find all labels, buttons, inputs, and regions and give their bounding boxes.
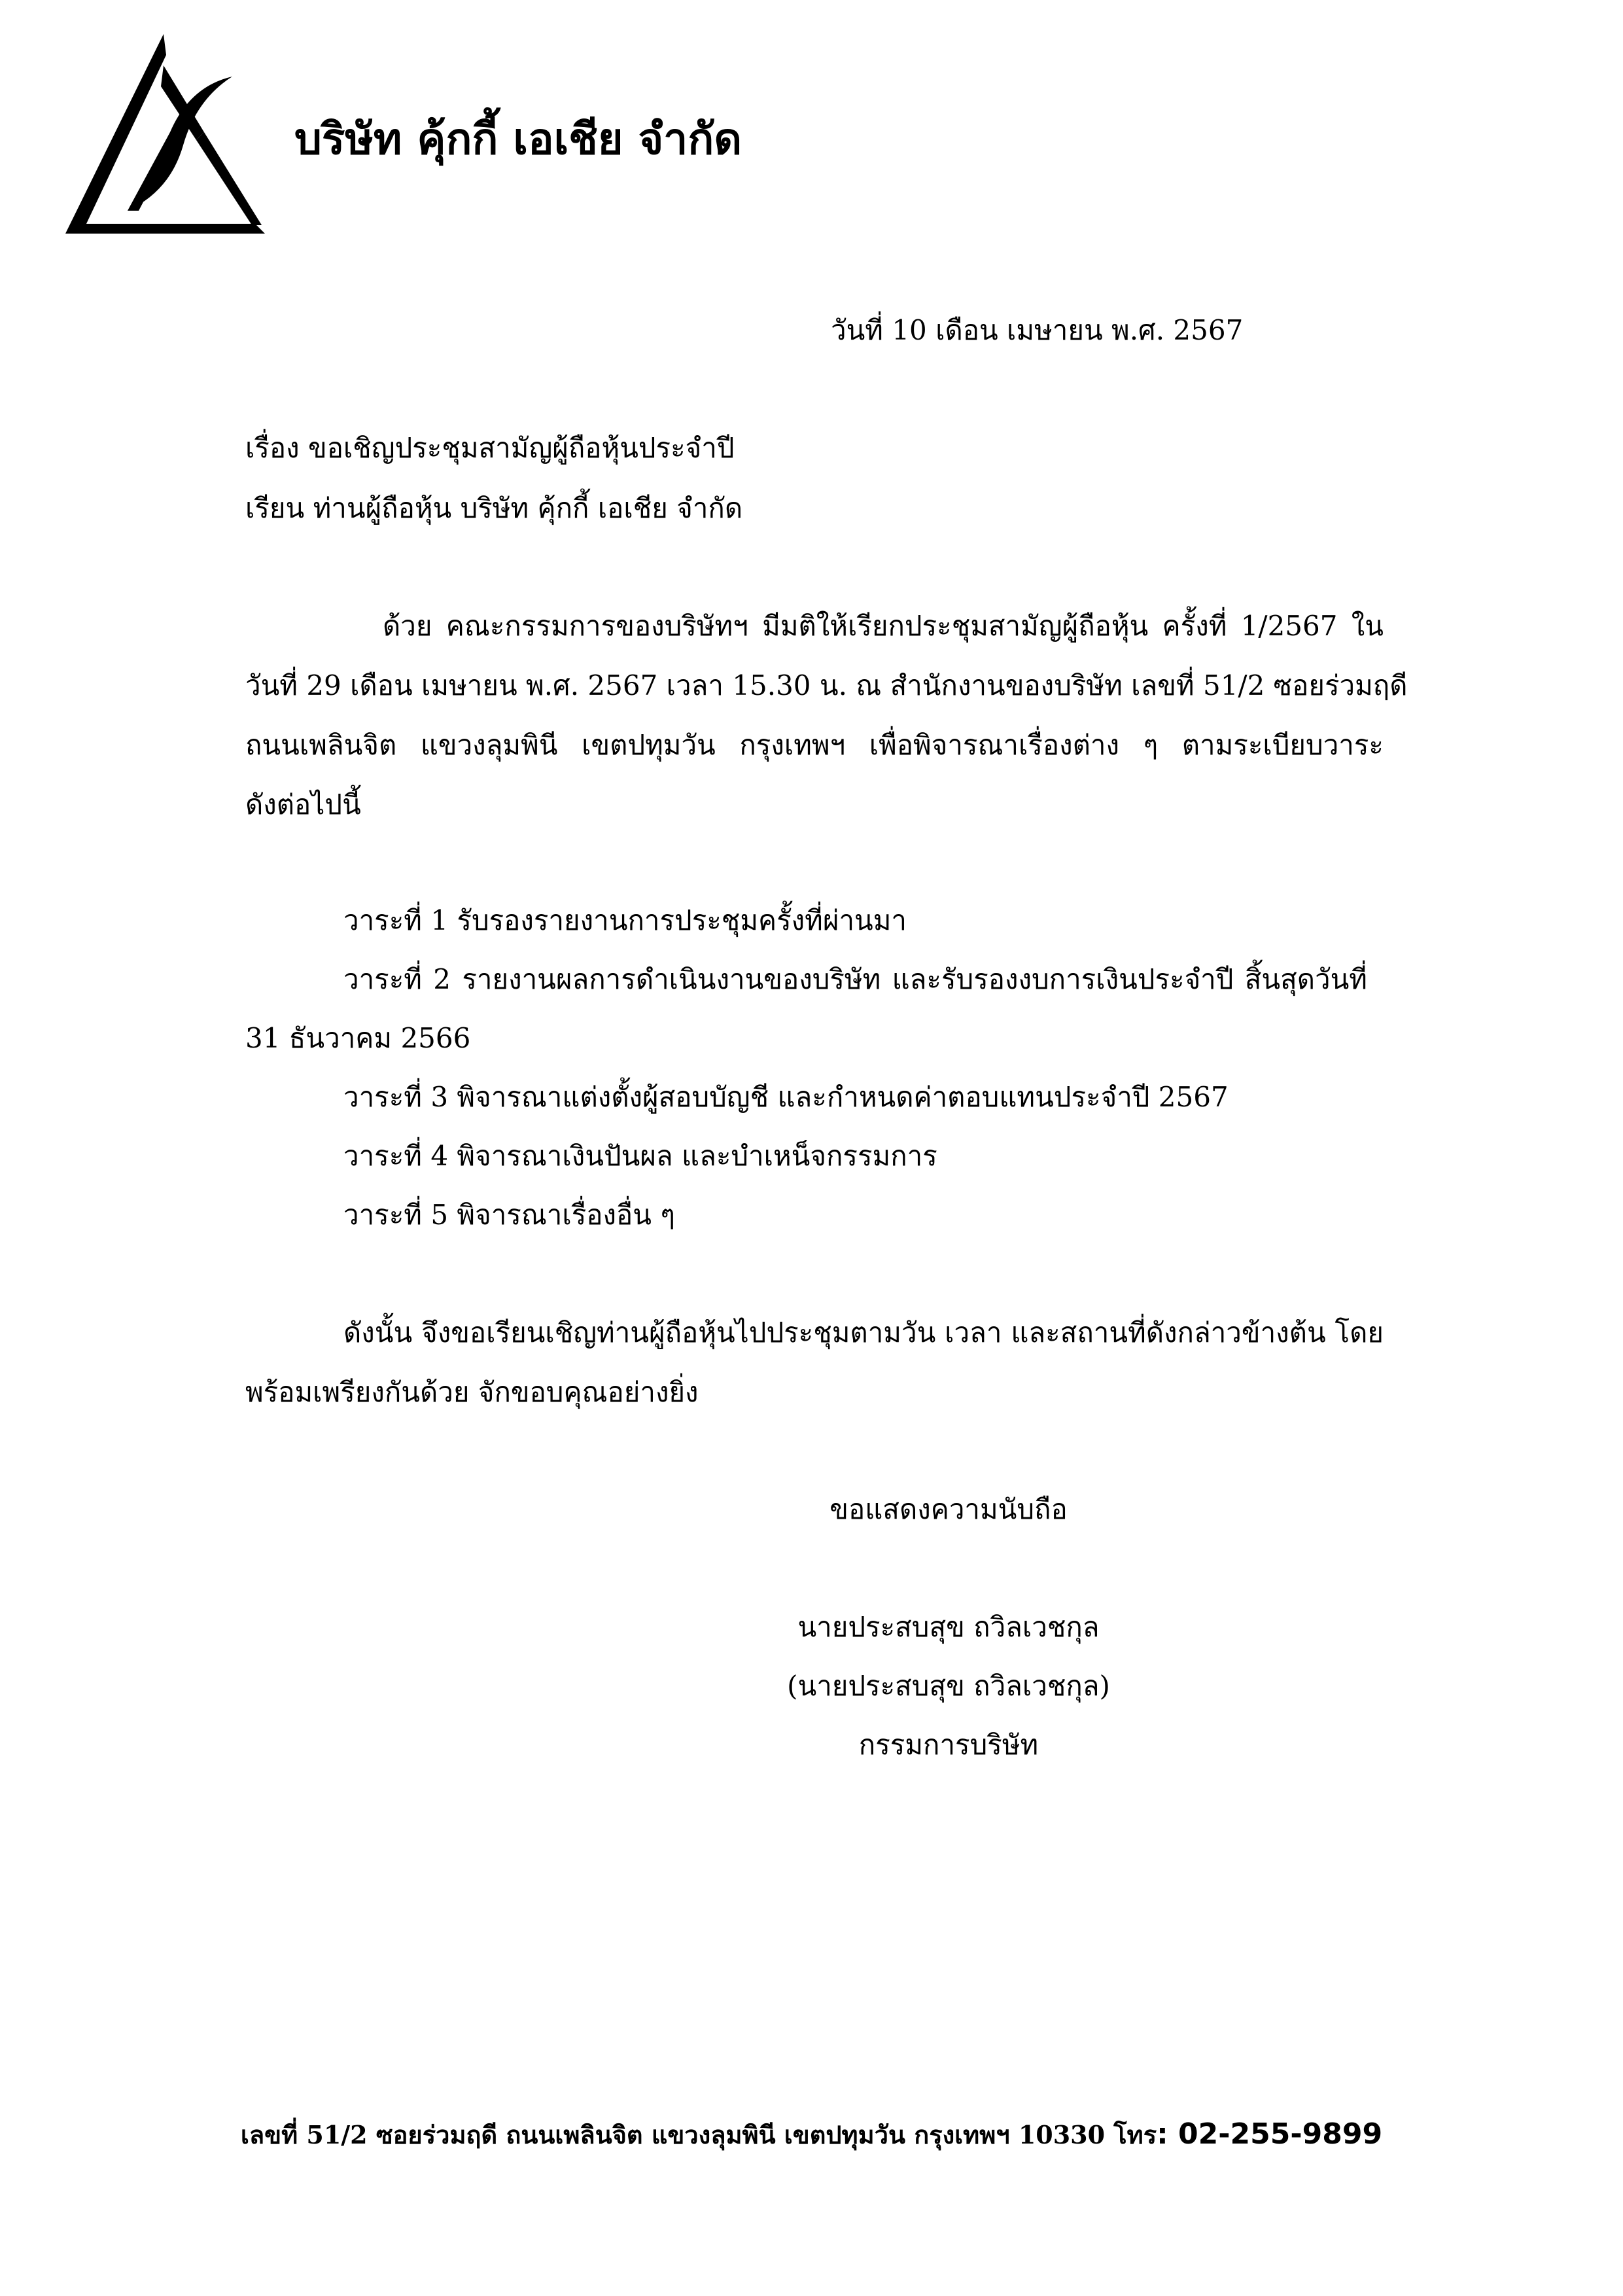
- agenda-item-4: วาระที่ 4 พิจารณาเงินปันผล และบำเหน็จกรรมการ: [343, 1140, 937, 1172]
- intro-line: ดังต่อไปนี้: [245, 788, 361, 821]
- agenda-item-3: วาระที่ 3 พิจารณาแต่งตั้งผู้สอบบัญชี และกำหนดค่าตอบแทนประจำปี 2567: [343, 1081, 1229, 1113]
- closing-line: ดังนั้น จึงขอเรียนเชิญท่านผู้ถือหุ้นไปประชุมตามวัน เวลา และสถานที่ดังกล่าวข้างต้น โดย: [343, 1316, 1384, 1349]
- agenda-item-5: วาระที่ 5 พิจารณาเรื่องอื่น ๆ: [343, 1199, 675, 1231]
- letter-salutation: เรียน ท่านผู้ถือหุ้น บริษัท คุ้กกี้ เอเชีย จำกัด: [245, 492, 743, 524]
- intro-paragraph: [245, 610, 1408, 851]
- signature-name-printed: (นายประสบสุข ถวิลเวชกุล): [787, 1670, 1110, 1702]
- footer-address: [0, 2115, 1623, 2155]
- agenda-item-2-continued: 31 ธันวาคม 2566: [245, 1022, 471, 1054]
- agenda-item-1: วาระที่ 1 รับรองรายงานการประชุมครั้งที่ผ่านมา: [343, 904, 907, 936]
- footer-address-text: เลขที่ 51/2 ซอยร่วมฤดี ถนนเพลินจิต แขวงลุมพินี เขตปทุมวัน กรุงเทพฯ 10330 โทร: [240, 2120, 1157, 2149]
- intro-line: วันที่ 29 เดือน เมษายน พ.ศ. 2567 เวลา 15.30 น. ณ สำนักงานของบริษัท เลขที่ 51/2 ซอยร่วมฤดี: [245, 669, 1408, 701]
- letter-date: วันที่ 10 เดือน เมษายน พ.ศ. 2567: [831, 314, 1244, 346]
- agenda-item-2: วาระที่ 2 รายงานผลการดำเนินงานของบริษัท และรับรองงบการเงินประจำปี สิ้นสุดวันที่: [343, 963, 1367, 995]
- signature-name: นายประสบสุข ถวิลเวชกุล: [797, 1611, 1100, 1643]
- closing-line: พร้อมเพรียงกันด้วย จักขอบคุณอย่างยิ่ง: [245, 1376, 699, 1408]
- signature-title: กรรมการบริษัท: [858, 1729, 1039, 1761]
- intro-line: ด้วย คณะกรรมการของบริษัทฯ มีมติให้เรียกประชุมสามัญผู้ถือหุ้น ครั้งที่ 1/2567 ใน: [383, 610, 1384, 642]
- closing-paragraph: [245, 1316, 1384, 1438]
- company-logo-triangle-icon: [65, 34, 265, 237]
- intro-line: ถนนเพลินจิต แขวงลุมพินี เขตปทุมวัน กรุงเทพฯ เพื่อพิจารณาเรื่องต่าง ๆ ตามระเบียบวาระ: [245, 729, 1384, 761]
- letter-subject: เรื่อง ขอเชิญประชุมสามัญผู้ถือหุ้นประจำปี: [245, 432, 735, 464]
- company-name: บริษัท คุ้กกี้ เอเชีย จำกัด: [294, 113, 742, 164]
- complimentary-close: ขอแสดงความนับถือ: [829, 1493, 1068, 1525]
- footer-phone: : 02-255-9899: [1157, 2117, 1383, 2151]
